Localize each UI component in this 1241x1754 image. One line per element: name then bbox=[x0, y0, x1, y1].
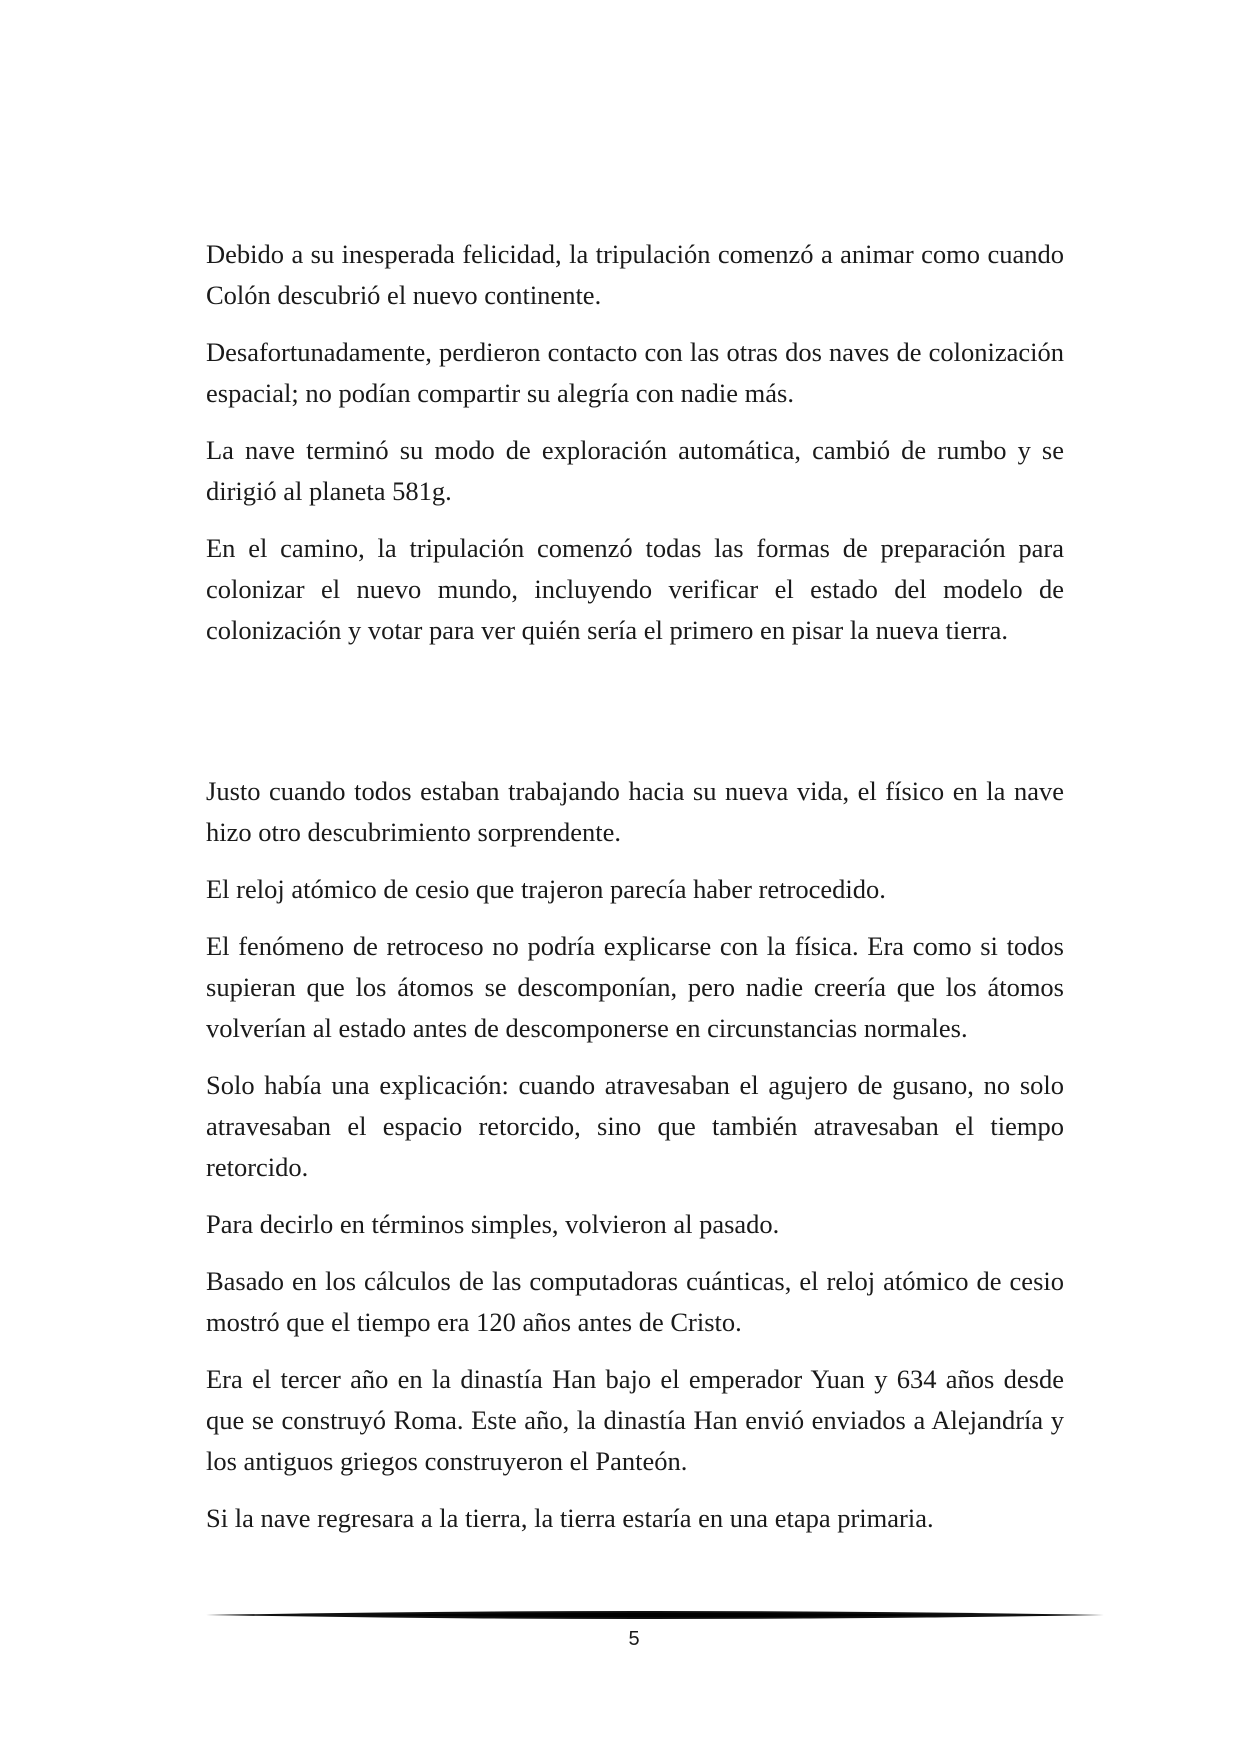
page-number: 5 bbox=[628, 1628, 640, 1650]
paragraph: Basado en los cálculos de las computadoras cuánticas, el reloj atómico de cesio mostró que el tiempo era 120 años antes de Cristo. bbox=[206, 1266, 1064, 1337]
paragraph: Si la nave regresara a la tierra, la tierra estaría en una etapa primaria. bbox=[206, 1503, 934, 1533]
paragraph: El reloj atómico de cesio que trajeron parecía haber retrocedido. bbox=[206, 874, 886, 904]
text-section-1 bbox=[206, 234, 1064, 667]
paragraph: La nave terminó su modo de exploración automática, cambió de rumbo y se dirigió al planeta 581g. bbox=[206, 435, 1064, 506]
paragraph: Para decirlo en términos simples, volvieron al pasado. bbox=[206, 1209, 780, 1239]
footer-rule bbox=[206, 1609, 1104, 1621]
paragraph: Era el tercer año en la dinastía Han bajo el emperador Yuan y 634 años desde que se construyó Roma. Este año, la dinastía Han envió enviados a Alejandría y los antiguos griegos construyeron el Panteón. bbox=[206, 1364, 1064, 1476]
text-section-2 bbox=[206, 771, 1064, 1555]
paragraph: En el camino, la tripulación comenzó todas las formas de preparación para colonizar el nuevo mundo, incluyendo verificar el estado del modelo de colonización y votar para ver quién sería el primero en pisar la nueva tierra. bbox=[206, 533, 1064, 645]
paragraph: Justo cuando todos estaban trabajando hacia su nueva vida, el físico en la nave hizo otro descubrimiento sorprendente. bbox=[206, 776, 1064, 847]
paragraph: Solo había una explicación: cuando atravesaban el agujero de gusano, no solo atravesaban el espacio retorcido, sino que también atravesaban el tiempo retorcido. bbox=[206, 1070, 1064, 1182]
paragraph: Desafortunadamente, perdieron contacto con las otras dos naves de colonización espacial; no podían compartir su alegría con nadie más. bbox=[206, 337, 1064, 408]
paragraph: Debido a su inesperada felicidad, la tripulación comenzó a animar como cuando Colón descubrió el nuevo continente. bbox=[206, 239, 1064, 310]
paragraph: El fenómeno de retroceso no podría explicarse con la física. Era como si todos supieran que los átomos se descomponían, pero nadie creería que los átomos volverían al estado antes de descomponerse en circunstancias normales. bbox=[206, 931, 1064, 1043]
